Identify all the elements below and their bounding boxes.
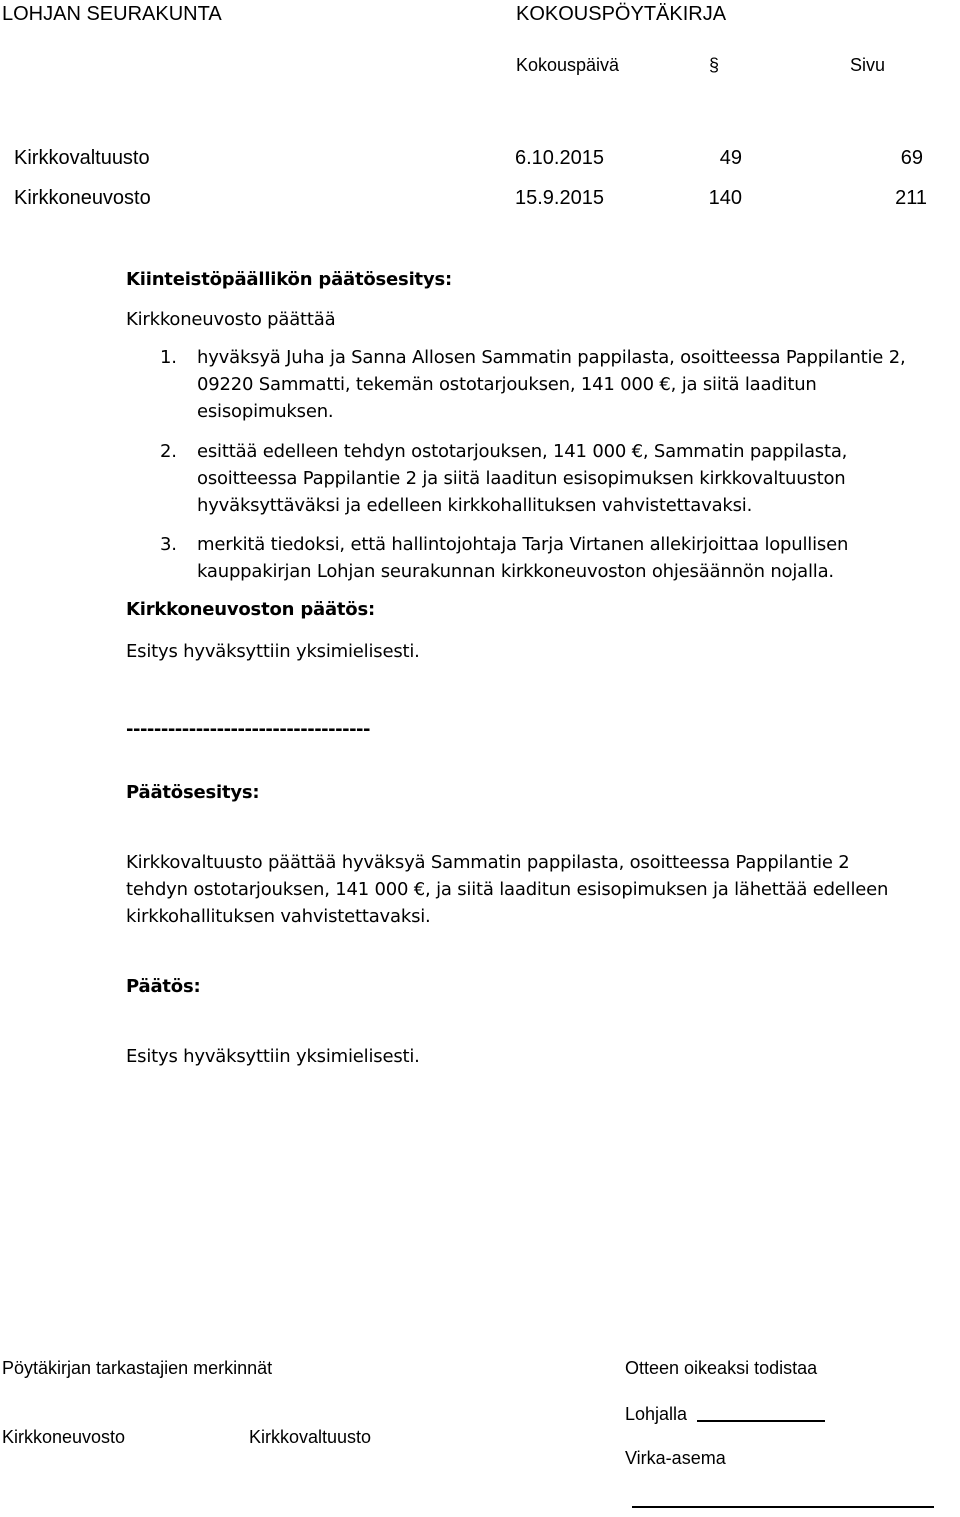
section-mark: § <box>709 55 720 75</box>
proposal-heading: Kiinteistöpäällikön päätösesitys: <box>126 269 452 290</box>
history-page: 69 <box>900 147 923 169</box>
decision-text: Esitys hyväksyttiin yksimielisesti. <box>126 1046 420 1067</box>
history-date: 15.9.2015 <box>515 187 604 209</box>
decision-heading: Päätös: <box>126 976 201 997</box>
history-section: 49 <box>719 147 742 169</box>
document-type: KOKOUSPÖYTÄKIRJA <box>516 3 727 25</box>
list-item-line: merkitä tiedoksi, että hallintojohtaja Tarja Virtanen allekirjoittaa lopullisen <box>197 534 849 555</box>
place-label: Lohjalla <box>625 1404 688 1424</box>
list-item-line: esittää edelleen tehdyn ostotarjouksen, 141 000 €, Sammatin pappilasta, <box>197 441 848 462</box>
list-item-line: 09220 Sammatti, tekemän ostotarjouksen, 141 000 €, ja siitä laaditun <box>197 374 817 395</box>
page-label: Sivu <box>850 55 886 75</box>
board-decision-heading: Kirkkoneuvoston päätös: <box>126 599 375 620</box>
final-proposal-heading: Päätösesitys: <box>126 782 260 803</box>
separator-line: ----------------------------------- <box>126 719 370 740</box>
history-page: 211 <box>895 187 927 209</box>
list-item-line: hyväksyttäväksi ja edelleen kirkkohallituksen vahvistettavaksi. <box>197 495 753 516</box>
list-item-line: osoitteessa Pappilantie 2 ja siitä laaditun esisopimuksen kirkkovaltuuston <box>197 468 846 489</box>
list-item-number: 3. <box>160 534 177 555</box>
list-item-line: esisopimuksen. <box>197 401 334 422</box>
signature-line <box>632 1506 934 1508</box>
reviewer-1-label: Kirkkoneuvosto <box>2 1427 126 1447</box>
board-decision-text: Esitys hyväksyttiin yksimielisesti. <box>126 641 420 662</box>
proposal-intro: Kirkkoneuvosto päättää <box>126 309 336 330</box>
certified-label: Otteen oikeaksi todistaa <box>625 1358 818 1378</box>
history-date: 6.10.2015 <box>515 147 604 169</box>
history-body: Kirkkovaltuusto <box>14 147 150 169</box>
reviewers-label: Pöytäkirjan tarkastajien merkinnät <box>2 1358 273 1378</box>
history-body: Kirkkoneuvosto <box>14 187 151 209</box>
reviewer-2-label: Kirkkovaltuusto <box>249 1427 372 1447</box>
meeting-date-label: Kokouspäivä <box>516 55 620 75</box>
final-proposal-line: kirkkohallituksen vahvistettavaksi. <box>126 906 431 927</box>
history-section: 140 <box>708 187 742 209</box>
list-item-line: kauppakirjan Lohjan seurakunnan kirkkoneuvoston ohjesäännön nojalla. <box>197 561 834 582</box>
organization-name: LOHJAN SEURAKUNTA <box>2 3 222 25</box>
position-label: Virka-asema <box>625 1448 726 1468</box>
final-proposal-line: tehdyn ostotarjouksen, 141 000 €, ja siitä laaditun esisopimuksen ja lähettää edelleen <box>126 879 889 900</box>
list-item-number: 2. <box>160 441 177 462</box>
place-signature-line <box>697 1420 825 1422</box>
list-item-number: 1. <box>160 347 177 368</box>
final-proposal-line: Kirkkovaltuusto päättää hyväksyä Sammatin pappilasta, osoitteessa Pappilantie 2 <box>126 852 850 873</box>
list-item-line: hyväksyä Juha ja Sanna Allosen Sammatin pappilasta, osoitteessa Pappilantie 2, <box>197 347 906 368</box>
